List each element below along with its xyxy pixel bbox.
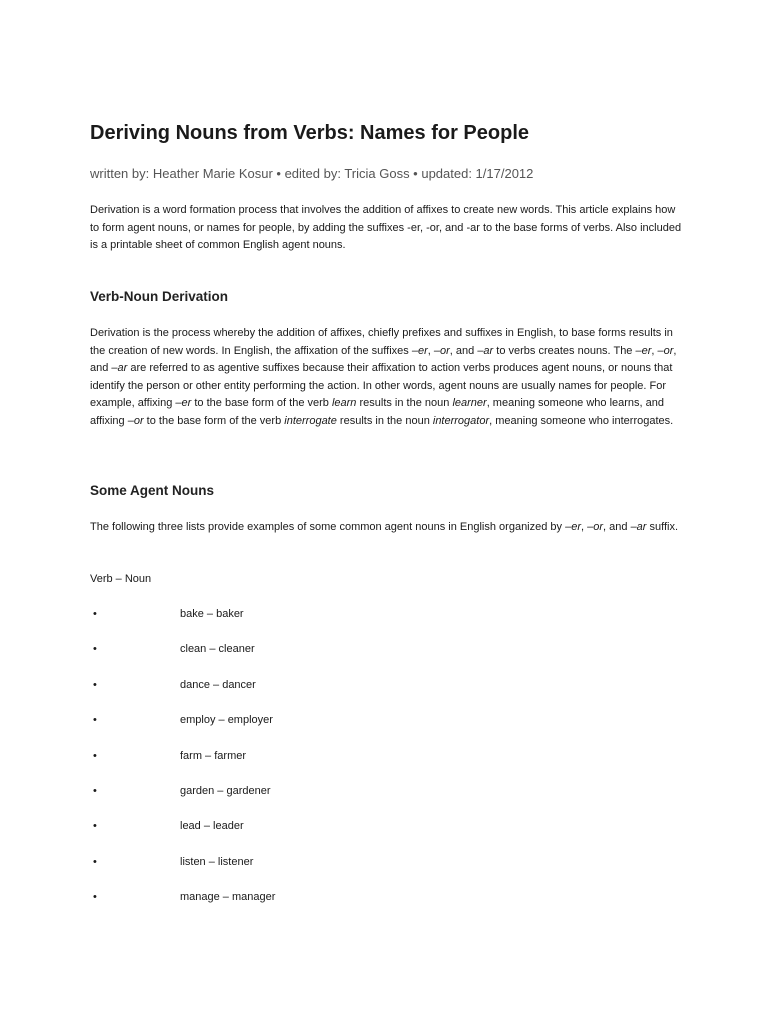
list-item-text: garden – gardener xyxy=(180,784,271,797)
list-item xyxy=(0,781,400,816)
list-item-text: dance – dancer xyxy=(180,678,256,691)
bullet: • xyxy=(93,749,97,762)
list-item-text: farm – farmer xyxy=(180,749,247,762)
list-item xyxy=(0,816,400,851)
bullet: • xyxy=(93,891,97,904)
intro-paragraph: Derivation is a word formation process that involves the addition of affixes to create new words. This article explains how to form agent nouns, or names for people, by adding the suffixes -er, -or, and -ar to the base forms of verbs. Also included is a printable sheet of common English agent nouns. xyxy=(90,204,682,252)
section-heading-verb-noun-derivation: Verb-Noun Derivation xyxy=(90,289,229,304)
list-item xyxy=(0,675,400,710)
list-item-text: bake – baker xyxy=(180,608,244,620)
list-item xyxy=(0,887,400,922)
list-item-text: clean – cleaner xyxy=(180,643,255,656)
list-item xyxy=(0,852,400,887)
bullet: • xyxy=(93,855,97,868)
list-item-text: employ – employer xyxy=(180,714,273,727)
list-item-text: lead – leader xyxy=(180,820,244,833)
bullet: • xyxy=(93,608,97,620)
article-byline: written by: Heather Marie Kosur • edited by: Tricia Goss • updated: 1/17/2012 xyxy=(90,166,534,181)
article-title: Deriving Nouns from Verbs: Names for People xyxy=(90,122,529,144)
list-item xyxy=(0,639,400,674)
bullet: • xyxy=(93,784,97,797)
list-item xyxy=(0,746,400,781)
bullet: • xyxy=(93,678,97,691)
list-item xyxy=(0,710,400,745)
list-item-text: listen – listener xyxy=(180,855,254,868)
section-heading-some-agent-nouns: Some Agent Nouns xyxy=(90,483,215,498)
agent-nouns-paragraph: The following three lists provide examples of some common agent nouns in English organized by –er, –or, and –ar suffix. xyxy=(90,521,679,533)
list-label: Verb – Noun xyxy=(90,573,152,585)
list-item-text: manage – manager xyxy=(180,891,276,904)
derivation-paragraph: Derivation is the process whereby the addition of affixes, chiefly prefixes and suffixes in English, to base forms results in the creation of new words. In English, the affixation of the suffixes –er, –or, and –ar to verbs creates nouns. The –er, –or, and –ar are referred to as agentive suffixes because their affixation to action verbs produces agent nouns, or nouns that identify the person or other entity performing the action. In other words, agent nouns are usually names for people. For example, affixing –er to the base form of the verb learn results in the noun learner, meaning someone who learns, and affixing –or to the base form of the verb interrogate results in the noun interrogator, meaning someone who interrogates. xyxy=(90,327,677,427)
list-item xyxy=(0,604,400,639)
bullet: • xyxy=(93,714,97,727)
bullet: • xyxy=(93,820,97,833)
agent-noun-list xyxy=(0,604,400,923)
bullet: • xyxy=(93,643,97,656)
